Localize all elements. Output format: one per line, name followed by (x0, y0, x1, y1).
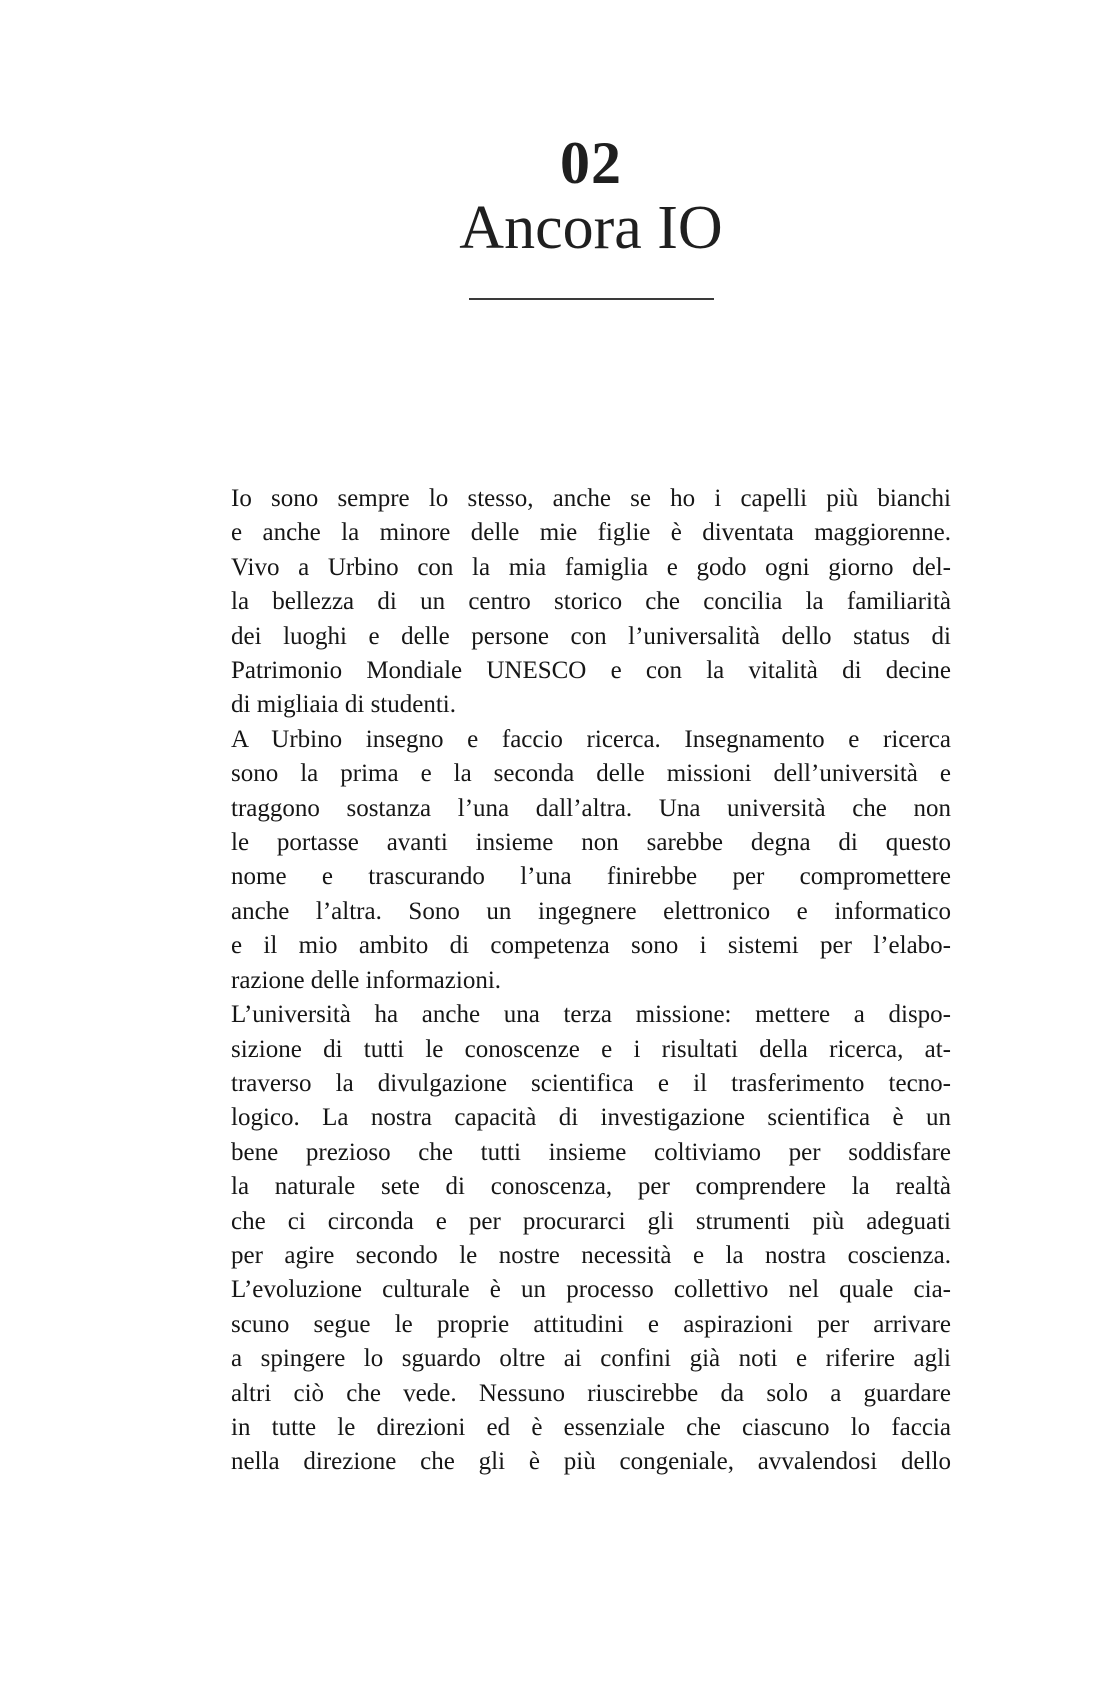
text-line: la bellezza di un centro storico che concilia la familiarità (231, 588, 951, 616)
text-line: nella direzione che gli è più congeniale, avvalendosi dello (231, 1448, 951, 1476)
body-text (231, 482, 951, 1480)
text-line: Vivo a Urbino con la mia famiglia e godo ogni giorno del- (231, 553, 951, 581)
text-line: e anche la minore delle mie figlie è diventata maggiorenne. (231, 519, 951, 547)
chapter-header (231, 130, 951, 300)
text-line: L’evoluzione culturale è un processo collettivo nel quale cia- (231, 1276, 951, 1304)
text-line: A Urbino insegno e faccio ricerca. Insegnamento e ricerca (231, 725, 951, 753)
text-line: traverso la divulgazione scientifica e il trasferimento tecno- (231, 1069, 951, 1097)
text-line: Io sono sempre lo stesso, anche se ho i capelli più bianchi (231, 485, 951, 512)
text-line: a spingere lo sguardo oltre ai confini già noti e riferire agli (231, 1345, 951, 1373)
text-line: sizione di tutti le conoscenze e i risultati della ricerca, at- (231, 1035, 951, 1063)
text-line: e il mio ambito di competenza sono i sistemi per l’elabo- (231, 932, 951, 960)
text-line: che ci circonda e per procurarci gli strumenti più adeguati (231, 1207, 951, 1235)
text-column (231, 0, 951, 1693)
chapter-title: Ancora IO (459, 194, 723, 262)
text-line: razione delle informazioni. (231, 966, 502, 994)
text-line: dei luoghi e delle persone con l’universalità dello status di (231, 622, 951, 650)
text-line: di migliaia di studenti. (231, 691, 456, 719)
text-line: nome e trascurando l’una finirebbe per compromettere (231, 863, 951, 891)
text-line: anche l’altra. Sono un ingegnere elettronico e informatico (231, 897, 951, 925)
text-line: traggono sostanza l’una dall’altra. Una università che non (231, 794, 951, 822)
text-line: scuno segue le proprie attitudini e aspirazioni per arrivare (231, 1310, 951, 1338)
text-line: logico. La nostra capacità di investigazione scientifica è un (231, 1104, 951, 1132)
text-line: sono la prima e la seconda delle missioni dell’università e (231, 760, 951, 788)
chapter-number: 02 (560, 130, 622, 196)
text-line: Patrimonio Mondiale UNESCO e con la vitalità di decine (231, 657, 951, 685)
text-line: per agire secondo le nostre necessità e la nostra coscienza. (231, 1241, 951, 1269)
text-line: altri ciò che vede. Nessuno riuscirebbe da solo a guardare (231, 1379, 951, 1407)
text-line: L’università ha anche una terza missione: mettere a dispo- (231, 1001, 951, 1029)
title-divider (469, 298, 714, 300)
text-line: in tutte le direzioni ed è essenziale che ciascuno lo faccia (231, 1413, 951, 1441)
text-line: le portasse avanti insieme non sarebbe degna di questo (231, 829, 951, 857)
text-line: la naturale sete di conoscenza, per comprendere la realtà (231, 1173, 951, 1201)
text-line: bene prezioso che tutti insieme coltiviamo per soddisfare (231, 1138, 951, 1166)
